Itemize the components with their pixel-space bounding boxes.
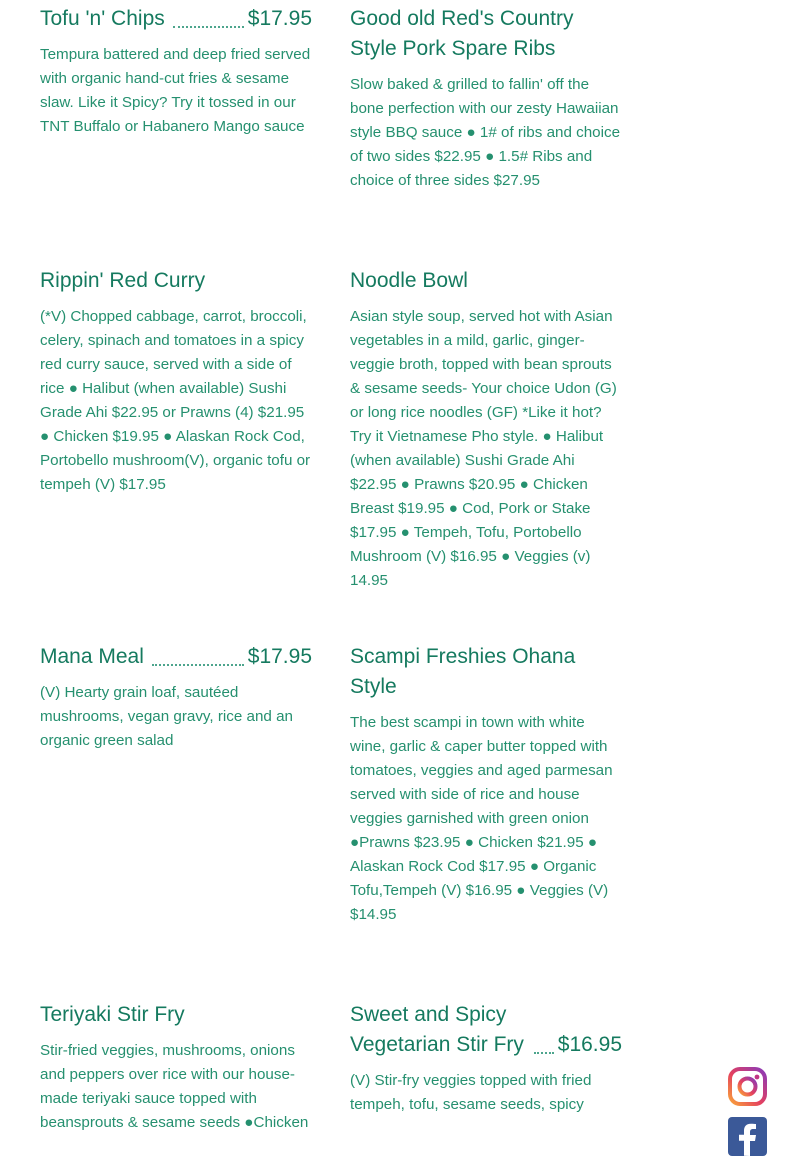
dot-leader	[534, 1052, 554, 1054]
instagram-link[interactable]	[728, 1067, 767, 1106]
menu-item-description: (V) Stir-fry veggies topped with fried tempeh, tofu, sesame seeds, spicy	[350, 1072, 592, 1113]
facebook-link[interactable]	[728, 1117, 767, 1156]
menu-item-header	[40, 266, 312, 296]
menu-item-teriyaki-stir-fry	[40, 1000, 312, 1135]
menu-item-scampi-freshies	[350, 642, 622, 927]
menu-item-header	[350, 266, 622, 296]
menu-item-description: (V) Hearty grain loaf, sautéed mushrooms, vegan gravy, rice and an organic green salad	[40, 684, 293, 749]
menu-item-tofu-n-chips	[40, 4, 312, 139]
menu-item-description: Slow baked & grilled to fallin' off the bone perfection with our zesty Hawaiian style BBQ sauce ● 1# of ribs and choice of two sides $22.95 ● 1.5# Ribs and choice of three sides $27.95	[350, 76, 621, 189]
facebook-icon	[728, 1117, 767, 1156]
menu-item-description: Asian style soup, served hot with Asian vegetables in a mild, garlic, ginger-veggie broth, topped with bean sprouts & sesame seeds- Your choice Udon (G) or long rice noodles (GF) *Like it hot? Try it Vietnamese Pho style. ● Halibut (when available) Sushi Grade Ahi $22.95 ● Prawns $20.95 ● Chicken Breast $19.95 ● Cod, Pork or Stake $17.95 ● Tempeh, Tofu, Portobello Mushroom (V) $16.95 ● Veggies (v) 14.95	[350, 308, 617, 589]
menu-item-header	[40, 4, 312, 34]
menu-item-rippin-red-curry	[40, 266, 312, 497]
menu-item-price: $17.95	[247, 645, 312, 668]
menu-item-title: Rippin' Red Curry	[40, 269, 206, 292]
menu-item-price: $17.95	[247, 7, 312, 30]
menu-item-title: Tofu 'n' Chips	[40, 7, 165, 30]
menu-item-noodle-bowl	[350, 266, 622, 593]
menu-item-title: Teriyaki Stir Fry	[40, 1003, 185, 1026]
menu-item-description: Tempura battered and deep fried served with organic hand-cut fries & sesame slaw. Like it Spicy? Try it tossed in our TNT Buffalo or Habanero Mango sauce	[40, 46, 311, 135]
menu-item-header	[40, 642, 312, 672]
menu-item-description: (*V) Chopped cabbage, carrot, broccoli, celery, spinach and tomatoes in a spicy red curry sauce, served with a side of rice ● Halibut (when available) Sushi Grade Ahi $22.95 or Prawns (4) $21.95 ● Chicken $19.95 ● Alaskan Rock Cod, Portobello mushroom(V), organic tofu or tempeh (V) $17.95	[40, 308, 311, 493]
menu-item-header	[350, 1000, 622, 1060]
menu-item-title: Noodle Bowl	[350, 269, 468, 292]
menu-item-title: Good old Red's Country Style Pork Spare Ribs	[350, 7, 574, 60]
dot-leader	[173, 26, 244, 28]
instagram-icon	[728, 1067, 767, 1106]
menu-item-sweet-spicy-stir-fry	[350, 1000, 622, 1117]
menu-item-price: $16.95	[557, 1033, 622, 1056]
menu-item-pork-spare-ribs	[350, 4, 622, 193]
menu-item-header	[350, 4, 622, 64]
menu-item-title: Sweet and Spicy Vegetarian Stir Fry	[350, 1003, 524, 1056]
menu-item-header	[350, 642, 580, 702]
dot-leader	[152, 664, 244, 666]
menu-item-header	[40, 1000, 312, 1030]
menu-item-mana-meal	[40, 642, 312, 753]
menu-item-description: Stir-fried veggies, mushrooms, onions and peppers over rice with our house-made teriyaki sauce topped with beansprouts & sesame seeds ●Chicken	[40, 1042, 309, 1131]
menu-item-description: The best scampi in town with white wine, garlic & caper butter topped with tomatoes, veggies and aged parmesan served with side of rice and house veggies garnished with green onion ●Prawns $23.95 ● Chicken $21.95 ● Alaskan Rock Cod $17.95 ● Organic Tofu,Tempeh (V) $16.95 ● Veggies (V) $14.95	[350, 714, 613, 923]
menu-item-title: Mana Meal	[40, 645, 144, 668]
menu-item-title: Scampi Freshies Ohana Style	[350, 645, 576, 698]
